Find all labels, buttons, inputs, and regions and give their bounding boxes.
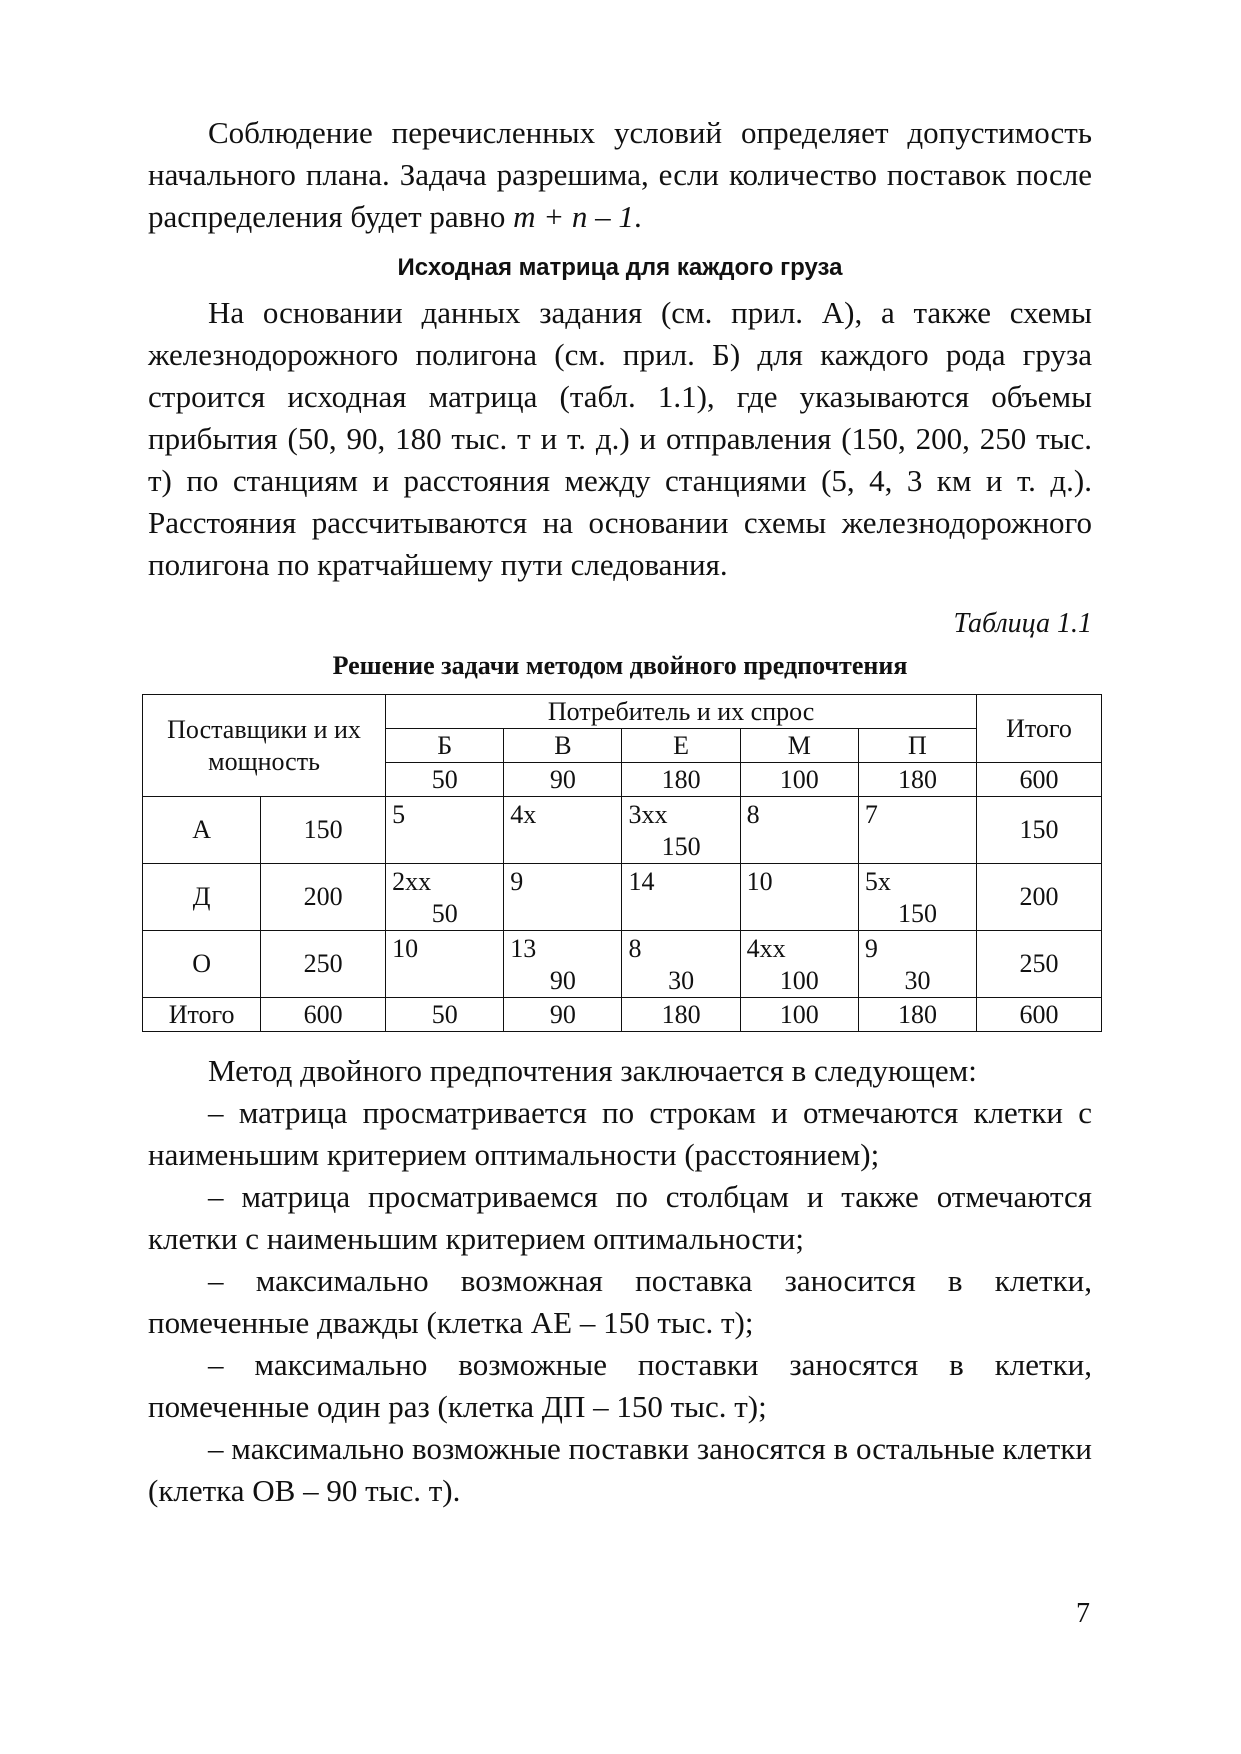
demand-m: 100	[740, 763, 858, 797]
paragraph-conditions-text: Соблюдение перечисленных условий определяет допустимость начального плана. Задача разрешима, если количество поставок после распределения будет равно	[148, 115, 1092, 234]
cell-criterion: 13	[510, 934, 537, 963]
method-step: – матрица просматривается по строкам и отмечаются клетки с наименьшим критерием оптимальности (расстоянием);	[148, 1095, 1092, 1172]
footer-value: 90	[504, 998, 622, 1032]
row-total: 150	[977, 797, 1102, 864]
footer-total: 600	[977, 998, 1102, 1032]
method-step: – максимально возможные поставки заносятся в клетки, помеченные один раз (клетка ДП – 150 тыс. т);	[148, 1347, 1092, 1424]
supplier-name: О	[143, 931, 261, 998]
header-col-b: Б	[386, 729, 504, 763]
matrix-cell	[858, 931, 976, 998]
cell-criterion: 8	[628, 934, 642, 963]
demand-total: 600	[977, 763, 1102, 797]
page-number: 7	[1076, 1598, 1090, 1629]
cell-criterion: 9	[864, 934, 878, 963]
matrix-cell	[740, 931, 858, 998]
supplier-name: А	[143, 797, 261, 864]
formula: m + n – 1	[513, 199, 634, 234]
supplier-capacity: 250	[261, 931, 386, 998]
cell-criterion: 5	[392, 800, 406, 829]
method-step: – максимально возможные поставки заносятся в остальные клетки (клетка ОВ – 90 тыс. т).	[148, 1431, 1092, 1508]
solution-matrix-table	[142, 694, 1102, 1032]
cell-criterion: 5х	[864, 867, 891, 896]
matrix-cell	[740, 864, 858, 931]
supplier-capacity: 200	[261, 864, 386, 931]
footer-capacity: 600	[261, 998, 386, 1032]
cell-volume: 90	[549, 966, 576, 995]
demand-b: 50	[386, 763, 504, 797]
footer-value: 100	[740, 998, 858, 1032]
matrix-cell	[740, 797, 858, 864]
header-col-v: В	[504, 729, 622, 763]
header-col-m: М	[740, 729, 858, 763]
header-consumers: Потребитель и их спрос	[386, 695, 977, 729]
header-col-p: П	[858, 729, 976, 763]
demand-p: 180	[858, 763, 976, 797]
footer-value: 50	[386, 998, 504, 1032]
cell-volume: 100	[779, 966, 819, 995]
matrix-cell	[622, 931, 740, 998]
footer-value: 180	[858, 998, 976, 1032]
row-total: 250	[977, 931, 1102, 998]
cell-criterion: 7	[864, 800, 878, 829]
cell-criterion: 4х	[510, 800, 537, 829]
paragraph-conditions-end: .	[633, 199, 642, 234]
cell-criterion: 3хх	[628, 800, 668, 829]
paragraph-conditions	[148, 112, 1092, 238]
footer-value: 180	[622, 998, 740, 1032]
table-row	[143, 797, 1102, 864]
method-step: – максимально возможная поставка заносится в клетки, помеченные дважды (клетка АЕ – 150 тыс. т);	[148, 1263, 1092, 1340]
demand-e: 180	[622, 763, 740, 797]
header-col-e: Е	[622, 729, 740, 763]
matrix-cell	[386, 931, 504, 998]
supplier-name: Д	[143, 864, 261, 931]
header-total: Итого	[977, 695, 1102, 763]
matrix-cell	[386, 797, 504, 864]
cell-criterion: 10	[746, 867, 773, 896]
matrix-cell	[858, 864, 976, 931]
cell-volume: 50	[431, 899, 458, 928]
table-row	[143, 864, 1102, 931]
cell-criterion: 9	[510, 867, 524, 896]
supplier-capacity: 150	[261, 797, 386, 864]
matrix-cell	[504, 931, 622, 998]
matrix-cell	[622, 864, 740, 931]
matrix-cell	[504, 797, 622, 864]
table-footer-row	[143, 998, 1102, 1032]
cell-volume: 30	[668, 966, 695, 995]
cell-volume: 150	[661, 832, 701, 861]
method-section	[148, 1050, 1092, 1512]
cell-criterion: 8	[746, 800, 760, 829]
matrix-cell	[858, 797, 976, 864]
row-total: 200	[977, 864, 1102, 931]
method-step: – матрица просматриваемся по столбцам и также отмечаются клетки с наименьшим критерием оптимальности;	[148, 1179, 1092, 1256]
cell-criterion: 10	[392, 934, 419, 963]
matrix-cell	[622, 797, 740, 864]
demand-v: 90	[504, 763, 622, 797]
table-number: Таблица 1.1	[953, 608, 1092, 639]
footer-label: Итого	[143, 998, 261, 1032]
page-body	[148, 112, 1092, 1512]
header-suppliers: Поставщики и их мощность	[143, 695, 386, 797]
cell-criterion: 2хх	[392, 867, 432, 896]
cell-criterion: 14	[628, 867, 655, 896]
paragraph-matrix-description: На основании данных задания (см. прил. А), а также схемы железнодорожного полигона (см. прил. Б) для каждого рода груза строится исходная матрица (табл. 1.1), где указываются объемы прибытия (50, 90, 180 тыс. т и т. д.) и отправления (150, 200, 250 тыс. т) по станциям и расстояния между станциями (5, 4, 3 км и т. д.). Расстояния рассчитываются на основании схемы железнодорожного полигона по кратчайшему пути следования.	[148, 295, 1092, 582]
matrix-cell	[386, 864, 504, 931]
table-title: Решение задачи методом двойного предпочтения	[332, 651, 908, 680]
section-heading: Исходная матрица для каждого груза	[397, 254, 843, 281]
method-intro: Метод двойного предпочтения заключается в следующем:	[208, 1053, 977, 1088]
cell-volume: 150	[897, 899, 937, 928]
table-row	[143, 931, 1102, 998]
matrix-cell	[504, 864, 622, 931]
cell-volume: 30	[904, 966, 931, 995]
cell-criterion: 4хх	[746, 934, 786, 963]
